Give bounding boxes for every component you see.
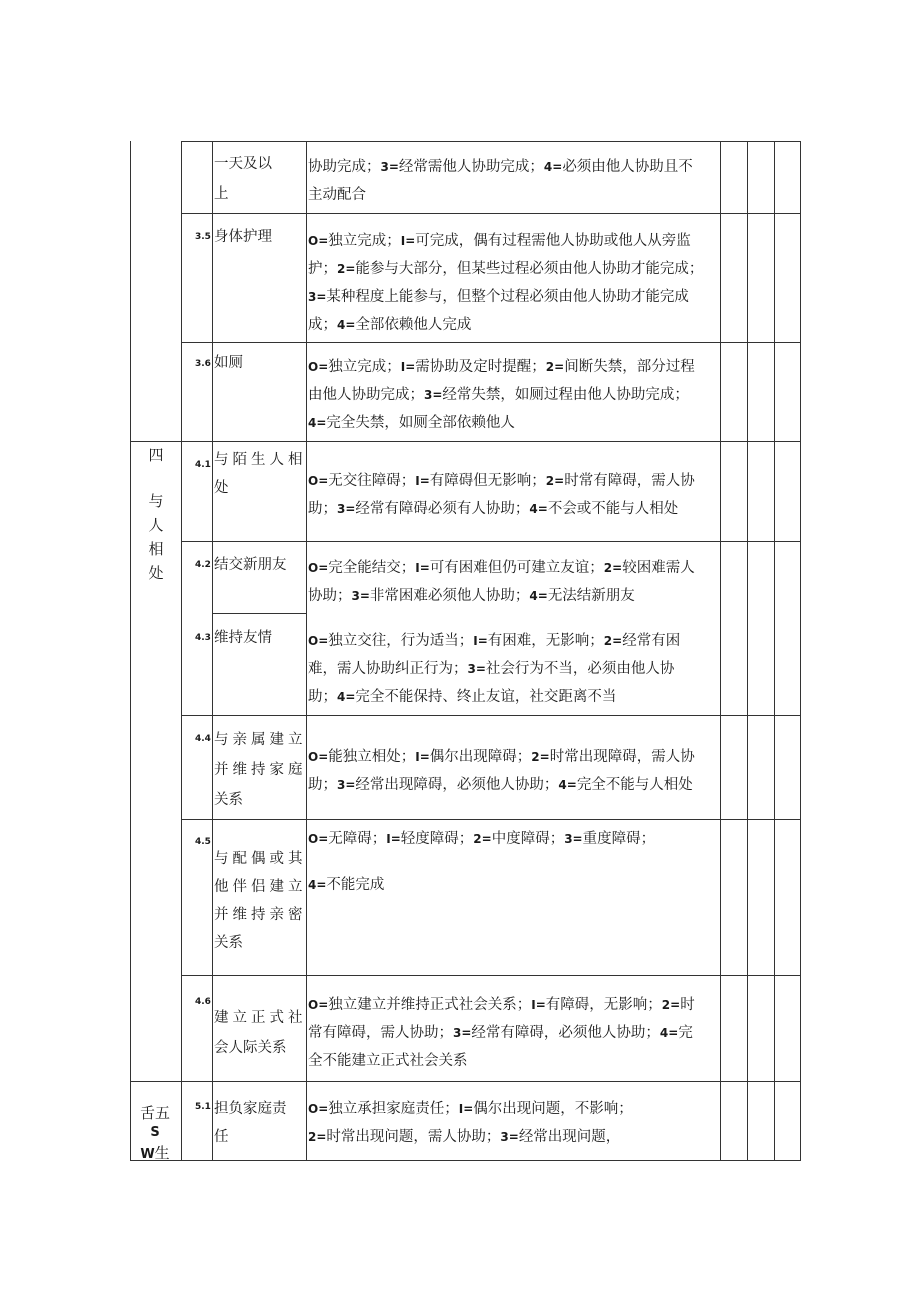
description-text: 无交往障碍； <box>328 473 416 489</box>
score-code: I= <box>458 1102 474 1116</box>
item-number: 4.4 <box>195 734 211 744</box>
description-text: 助； <box>308 689 337 705</box>
score-code: I= <box>415 750 430 764</box>
table-border-top <box>181 141 801 142</box>
description-text: 重度障碍； <box>582 831 656 847</box>
score-code: 4= <box>558 778 577 792</box>
description-text: 经常有障碍，必须他人协助； <box>471 1025 660 1041</box>
description-text: 时常有障碍，需人协 <box>564 473 695 489</box>
score-code: 4= <box>308 878 327 892</box>
description-text: 不能完成 <box>326 877 385 893</box>
score-code: 3= <box>337 502 356 516</box>
item-name-line: 与配偶或其 <box>214 851 307 867</box>
description-text: 偶尔出现问题，不影响； <box>473 1101 633 1117</box>
item-name-line: 建立正式社 <box>214 1010 307 1026</box>
description-line <box>308 627 680 655</box>
description-line <box>308 495 678 523</box>
description-line <box>308 311 471 339</box>
description-line <box>308 582 635 610</box>
score-code: 2= <box>545 474 565 488</box>
description-text: 护； <box>308 261 337 277</box>
score-code: O= <box>308 561 329 575</box>
description-line <box>308 409 515 437</box>
description-line <box>308 1123 620 1151</box>
description-text: 时 <box>680 997 695 1013</box>
score-code: 3= <box>500 1130 519 1144</box>
score-code: I= <box>473 634 488 648</box>
description-line <box>308 1095 633 1123</box>
item-number: 4.3 <box>195 633 211 643</box>
description-text: 有障碍但无影响； <box>429 473 546 489</box>
description-text: 能参与大部分，但某些过程必须由他人协助才能完成； <box>355 261 704 277</box>
description-text: 难，需人协助纠正行为； <box>308 661 468 677</box>
description-text: 经常需他人协助完成； <box>398 159 544 175</box>
table-border-bottom <box>130 1160 801 1161</box>
category-line: 舌五 <box>139 1104 170 1122</box>
description-line <box>308 381 689 409</box>
score-code: 2= <box>531 750 550 764</box>
score-code: I= <box>400 360 416 374</box>
score-code: 4= <box>337 318 356 332</box>
item-name-line: 维持友情 <box>214 630 272 646</box>
table-border-right <box>800 141 801 1161</box>
score-code: 3= <box>337 778 356 792</box>
description-text: 轻度障碍； <box>400 831 474 847</box>
row-line <box>181 715 801 716</box>
score-code: 4= <box>659 1026 679 1040</box>
score-code: 3= <box>424 388 443 402</box>
description-text: 时常出现问题，需人协助； <box>326 1129 501 1145</box>
description-text: 经常出现障碍，必须他人协助； <box>355 777 559 793</box>
item-name-line: 并维持亲密 <box>214 907 307 923</box>
description-text: 可有困难但仍可建立友谊； <box>429 560 604 576</box>
score-code: I= <box>415 561 430 575</box>
description-text: 完全能结交； <box>328 560 416 576</box>
description-text: 助； <box>308 777 337 793</box>
score-code: 3= <box>351 589 370 603</box>
score-code: 2= <box>661 998 681 1012</box>
description-line <box>308 181 366 209</box>
description-text: 经常有困 <box>622 633 681 649</box>
row-line <box>181 213 801 214</box>
item-name-line: 身体护理 <box>214 229 272 245</box>
item-name-line: 并维持家庭 <box>214 762 307 778</box>
description-line <box>308 825 655 853</box>
item-name-line: 关系 <box>214 792 243 808</box>
score-code: 3= <box>467 662 486 676</box>
description-text: 需协助及定时提醒； <box>415 359 546 375</box>
category-char: 人 <box>148 516 164 534</box>
description-text: 独立完成； <box>328 233 401 249</box>
score-code: 4= <box>529 589 548 603</box>
item-number: 4.5 <box>195 837 211 847</box>
score-code: O= <box>308 1102 329 1116</box>
description-text: 有障碍，无影响； <box>545 997 662 1013</box>
description-column-divider <box>720 141 721 1161</box>
description-text: 无障碍； <box>328 831 387 847</box>
description-text: 可完成，偶有过程需他人协助或他人从旁监 <box>415 233 691 249</box>
category-four <box>131 443 181 585</box>
description-text: 有困难，无影响； <box>487 633 604 649</box>
score-code: 3= <box>308 290 327 304</box>
score-code: 2= <box>473 832 492 846</box>
score-code: O= <box>308 634 329 648</box>
item-name-line: 任 <box>214 1129 229 1145</box>
item-number: 3.6 <box>195 359 211 369</box>
score-code: I= <box>415 474 430 488</box>
table-border-left <box>130 141 131 1161</box>
item-name-line: 会人际关系 <box>214 1040 287 1056</box>
category-five <box>130 1103 180 1165</box>
row-line <box>181 819 801 820</box>
score-code: 3= <box>564 832 583 846</box>
description-text: 非常困难必须他人协助； <box>369 588 530 604</box>
description-line <box>308 255 703 283</box>
section-line <box>130 1081 801 1082</box>
description-text: 经常失禁，如厕过程由他人协助完成； <box>442 387 689 403</box>
score-code: O= <box>308 832 329 846</box>
item-name-line: 他伴侣建立 <box>214 879 307 895</box>
description-text: 独立交往，行为适当； <box>328 633 474 649</box>
item-number: 4.6 <box>195 997 211 1007</box>
score-code: 2= <box>603 634 623 648</box>
item-number: 5.1 <box>195 1102 211 1112</box>
score-code: O= <box>308 750 329 764</box>
description-text: 中度障碍； <box>491 831 565 847</box>
description-line <box>308 683 616 711</box>
description-text: 助； <box>308 501 337 517</box>
description-text: 不会或不能与人相处 <box>547 501 679 517</box>
item-name-line: 如厕 <box>214 355 243 371</box>
score-code: 4= <box>337 690 356 704</box>
description-line <box>308 655 674 683</box>
item-number: 4.1 <box>195 460 211 470</box>
description-text: 某种程度上能参与，但整个过程必须由他人协助才能完成 <box>326 289 689 305</box>
description-text: 经常有障碍必须有人协助； <box>355 501 530 517</box>
score-code: 2= <box>545 360 565 374</box>
number-column-divider <box>212 141 213 1161</box>
description-text: 间断失禁，部分过程 <box>564 359 695 375</box>
score-code: 4= <box>543 160 563 174</box>
description-text: 社会行为不当，必须由他人协 <box>485 661 675 677</box>
score-code: I= <box>386 832 401 846</box>
item-name-line: 处 <box>214 480 229 496</box>
description-text: 全不能建立正式社会关系 <box>308 1053 468 1069</box>
score-code: O= <box>308 474 329 488</box>
score-column-divider-1 <box>747 141 748 1161</box>
score-code: 4= <box>529 502 548 516</box>
score-code: 2= <box>603 561 623 575</box>
category-line: W <box>140 1147 155 1162</box>
score-code: I= <box>400 234 416 248</box>
description-text: 主动配合 <box>308 187 366 203</box>
description-text: 独立完成； <box>328 359 401 375</box>
description-text: 无法结新朋友 <box>547 588 635 604</box>
item-number: 3.5 <box>195 232 211 242</box>
description-line <box>308 1019 693 1047</box>
category-line: S <box>150 1125 160 1140</box>
item-name-line: 上 <box>214 186 229 202</box>
category-column-divider <box>181 141 182 1161</box>
score-code: 2= <box>308 1130 327 1144</box>
description-text: 协助完成； <box>308 159 381 175</box>
score-code: O= <box>308 998 329 1012</box>
item-number: 4.2 <box>195 560 211 570</box>
section-line <box>130 441 801 442</box>
description-text: 完 <box>678 1025 693 1041</box>
score-code: 3= <box>453 1026 472 1040</box>
description-text: 成； <box>308 317 337 333</box>
description-text: 常有障碍，需人协助； <box>308 1025 453 1041</box>
item-name-line: 担负家庭责 <box>214 1101 287 1117</box>
description-line <box>308 467 695 495</box>
description-line <box>308 743 695 771</box>
row-line <box>181 975 801 976</box>
description-line <box>308 554 695 582</box>
description-text: 独立建立并维持正式社会关系； <box>328 997 532 1013</box>
score-code: 3= <box>380 160 399 174</box>
description-line <box>308 227 691 255</box>
row-line <box>181 541 801 542</box>
description-text: 由他人协助完成； <box>308 387 424 403</box>
category-char: 与 <box>148 492 164 510</box>
score-code: 4= <box>308 416 327 430</box>
score-code: I= <box>531 998 546 1012</box>
category-char: 相 <box>148 540 164 558</box>
description-line <box>308 991 695 1019</box>
item-name-line: 关系 <box>214 935 243 951</box>
category-char: 四 <box>148 446 164 464</box>
item-name-line: 与亲属建立 <box>214 732 307 748</box>
description-text: 较困难需人 <box>622 560 695 576</box>
description-line <box>308 771 693 799</box>
score-code: O= <box>308 360 329 374</box>
item-name-line: 一天及以 <box>214 156 272 172</box>
description-line <box>308 353 695 381</box>
description-text: 全部依赖他人完成 <box>355 317 472 333</box>
row-line <box>181 342 801 343</box>
description-line <box>308 283 689 311</box>
score-code: 2= <box>337 262 356 276</box>
category-line: 生 <box>154 1144 170 1162</box>
description-text: 完全不能与人相处 <box>576 777 693 793</box>
description-text: 完全不能保持、终止友谊，社交距离不当 <box>355 689 617 705</box>
description-line <box>308 153 693 181</box>
description-text: 协助； <box>308 588 352 604</box>
description-text: 完全失禁，如厕全部依赖他人 <box>326 415 515 431</box>
score-code: O= <box>308 234 329 248</box>
item-name-line: 与陌生人相 <box>214 452 307 468</box>
description-text: 能独立相处； <box>328 749 416 765</box>
item-name-line: 结交新朋友 <box>214 557 287 573</box>
description-text: 偶尔出现障碍； <box>429 749 532 765</box>
description-text: 独立承担家庭责任； <box>328 1101 459 1117</box>
description-line <box>308 1047 468 1075</box>
category-char: 处 <box>148 564 164 582</box>
row-line-partial <box>212 613 307 614</box>
description-text: 经常出现问题， <box>518 1129 621 1145</box>
assessment-table <box>130 141 801 1161</box>
score-column-divider-2 <box>774 141 775 1161</box>
description-text: 必须由他人协助且不 <box>562 159 693 175</box>
description-text: 时常出现障碍，需人协 <box>549 749 695 765</box>
description-line <box>308 871 384 899</box>
